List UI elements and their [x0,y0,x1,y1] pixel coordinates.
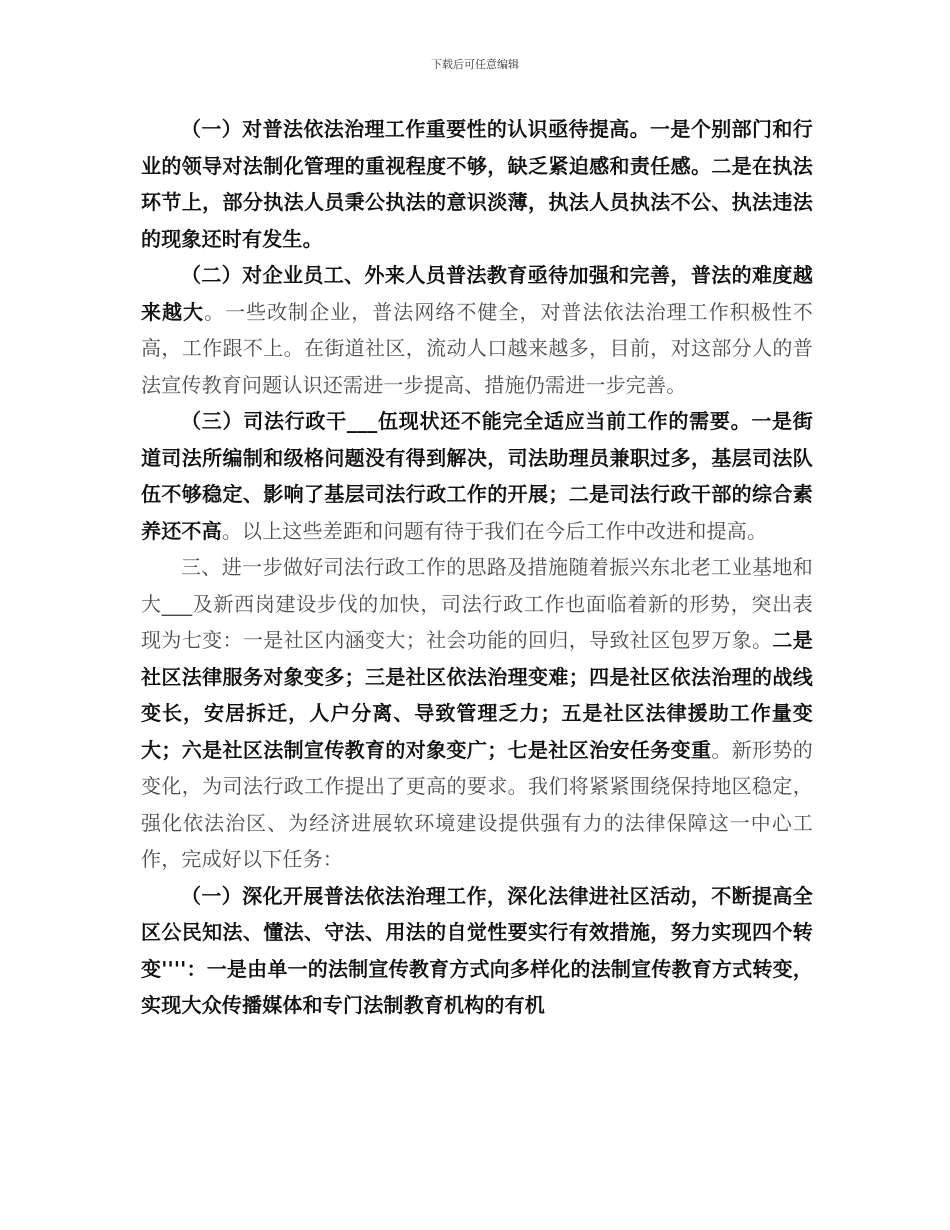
paragraph-2-bold: （二）对企业员工、外来人员普法教育亟待加强和完善，普法的难度越来越大 [141,263,813,324]
paragraph-5 [141,878,813,1024]
paragraph-4 [141,549,813,878]
paragraph-4-normal: 。新形势的变化，为司法行政工作提出了更高的要求。我们将紧紧围绕保持地区稳定，强化依法治区、为经济进展软环境建设提供强有力的法律保障这一中心工作，完成好以下任务： [141,737,814,871]
paragraph-4-lead: 三、进一步做好司法行政工作的思路及措施随着振兴东北老工业基地和大___及新西岗建设步伐的加快，司法行政工作也面临着新的形势，突出表现为七变：一是社区内涵变大；社会功能的回归，导致社区包罗万象。 [141,555,813,652]
paragraph-1-bold: （一）对普法依法治理工作重要性的认识亟待提高。一是个别部门和行业的领导对法制化管理的重视程度不够，缺乏紧迫感和责任感。二是在执法环节上，部分执法人员秉公执法的意识淡薄，执法人员执法不公、执法违法的现象还时有发生。 [141,117,813,251]
paragraph-1 [141,111,813,257]
paragraph-2 [141,257,813,403]
document-body [141,111,813,1024]
page-header-note: 下载后可任意编辑 [431,58,519,71]
paragraph-3 [141,403,813,549]
paragraph-3-bold: （三）司法行政干___伍现状还不能完全适应当前工作的需要。一是街道司法所编制和级格问题没有得到解决，司法助理员兼职过多，基层司法队伍不够稳定、影响了基层司法行政工作的开展；二是司法行政干部的综合素养还不高 [141,409,813,543]
paragraph-5-bold: （一）深化开展普法依法治理工作，深化法律进社区活动，不断提高全区公民知法、懂法、守法、用法的自觉性要实行有效措施，努力实现四个转变''''：一是由单一的法制宣传教育方式向多样化的法制宣传教育方式转变，实现大众传播媒体和专门法制教育机构的有机 [141,883,813,1017]
paragraph-4-bold: 二是社区法律服务对象变多；三是社区依法治理变难；四是社区依法治理的战线变长，安居拆迁，人户分离、导致管理乏力；五是社区法律援助工作量变大；六是社区法制宣传教育的对象变广；七是社区治安任务变重 [141,628,813,762]
paragraph-3-normal: 。以上这些差距和问题有待于我们在今后工作中改进和提高。 [221,518,768,543]
paragraph-2-normal: 。一些改制企业，普法网络不健全，对普法依法治理工作积极性不高，工作跟不上。在街道社区，流动人口越来越多，目前，对这部分人的普法宣传教育问题认识还需进一步提高、措施仍需进一步完善。 [141,299,813,397]
